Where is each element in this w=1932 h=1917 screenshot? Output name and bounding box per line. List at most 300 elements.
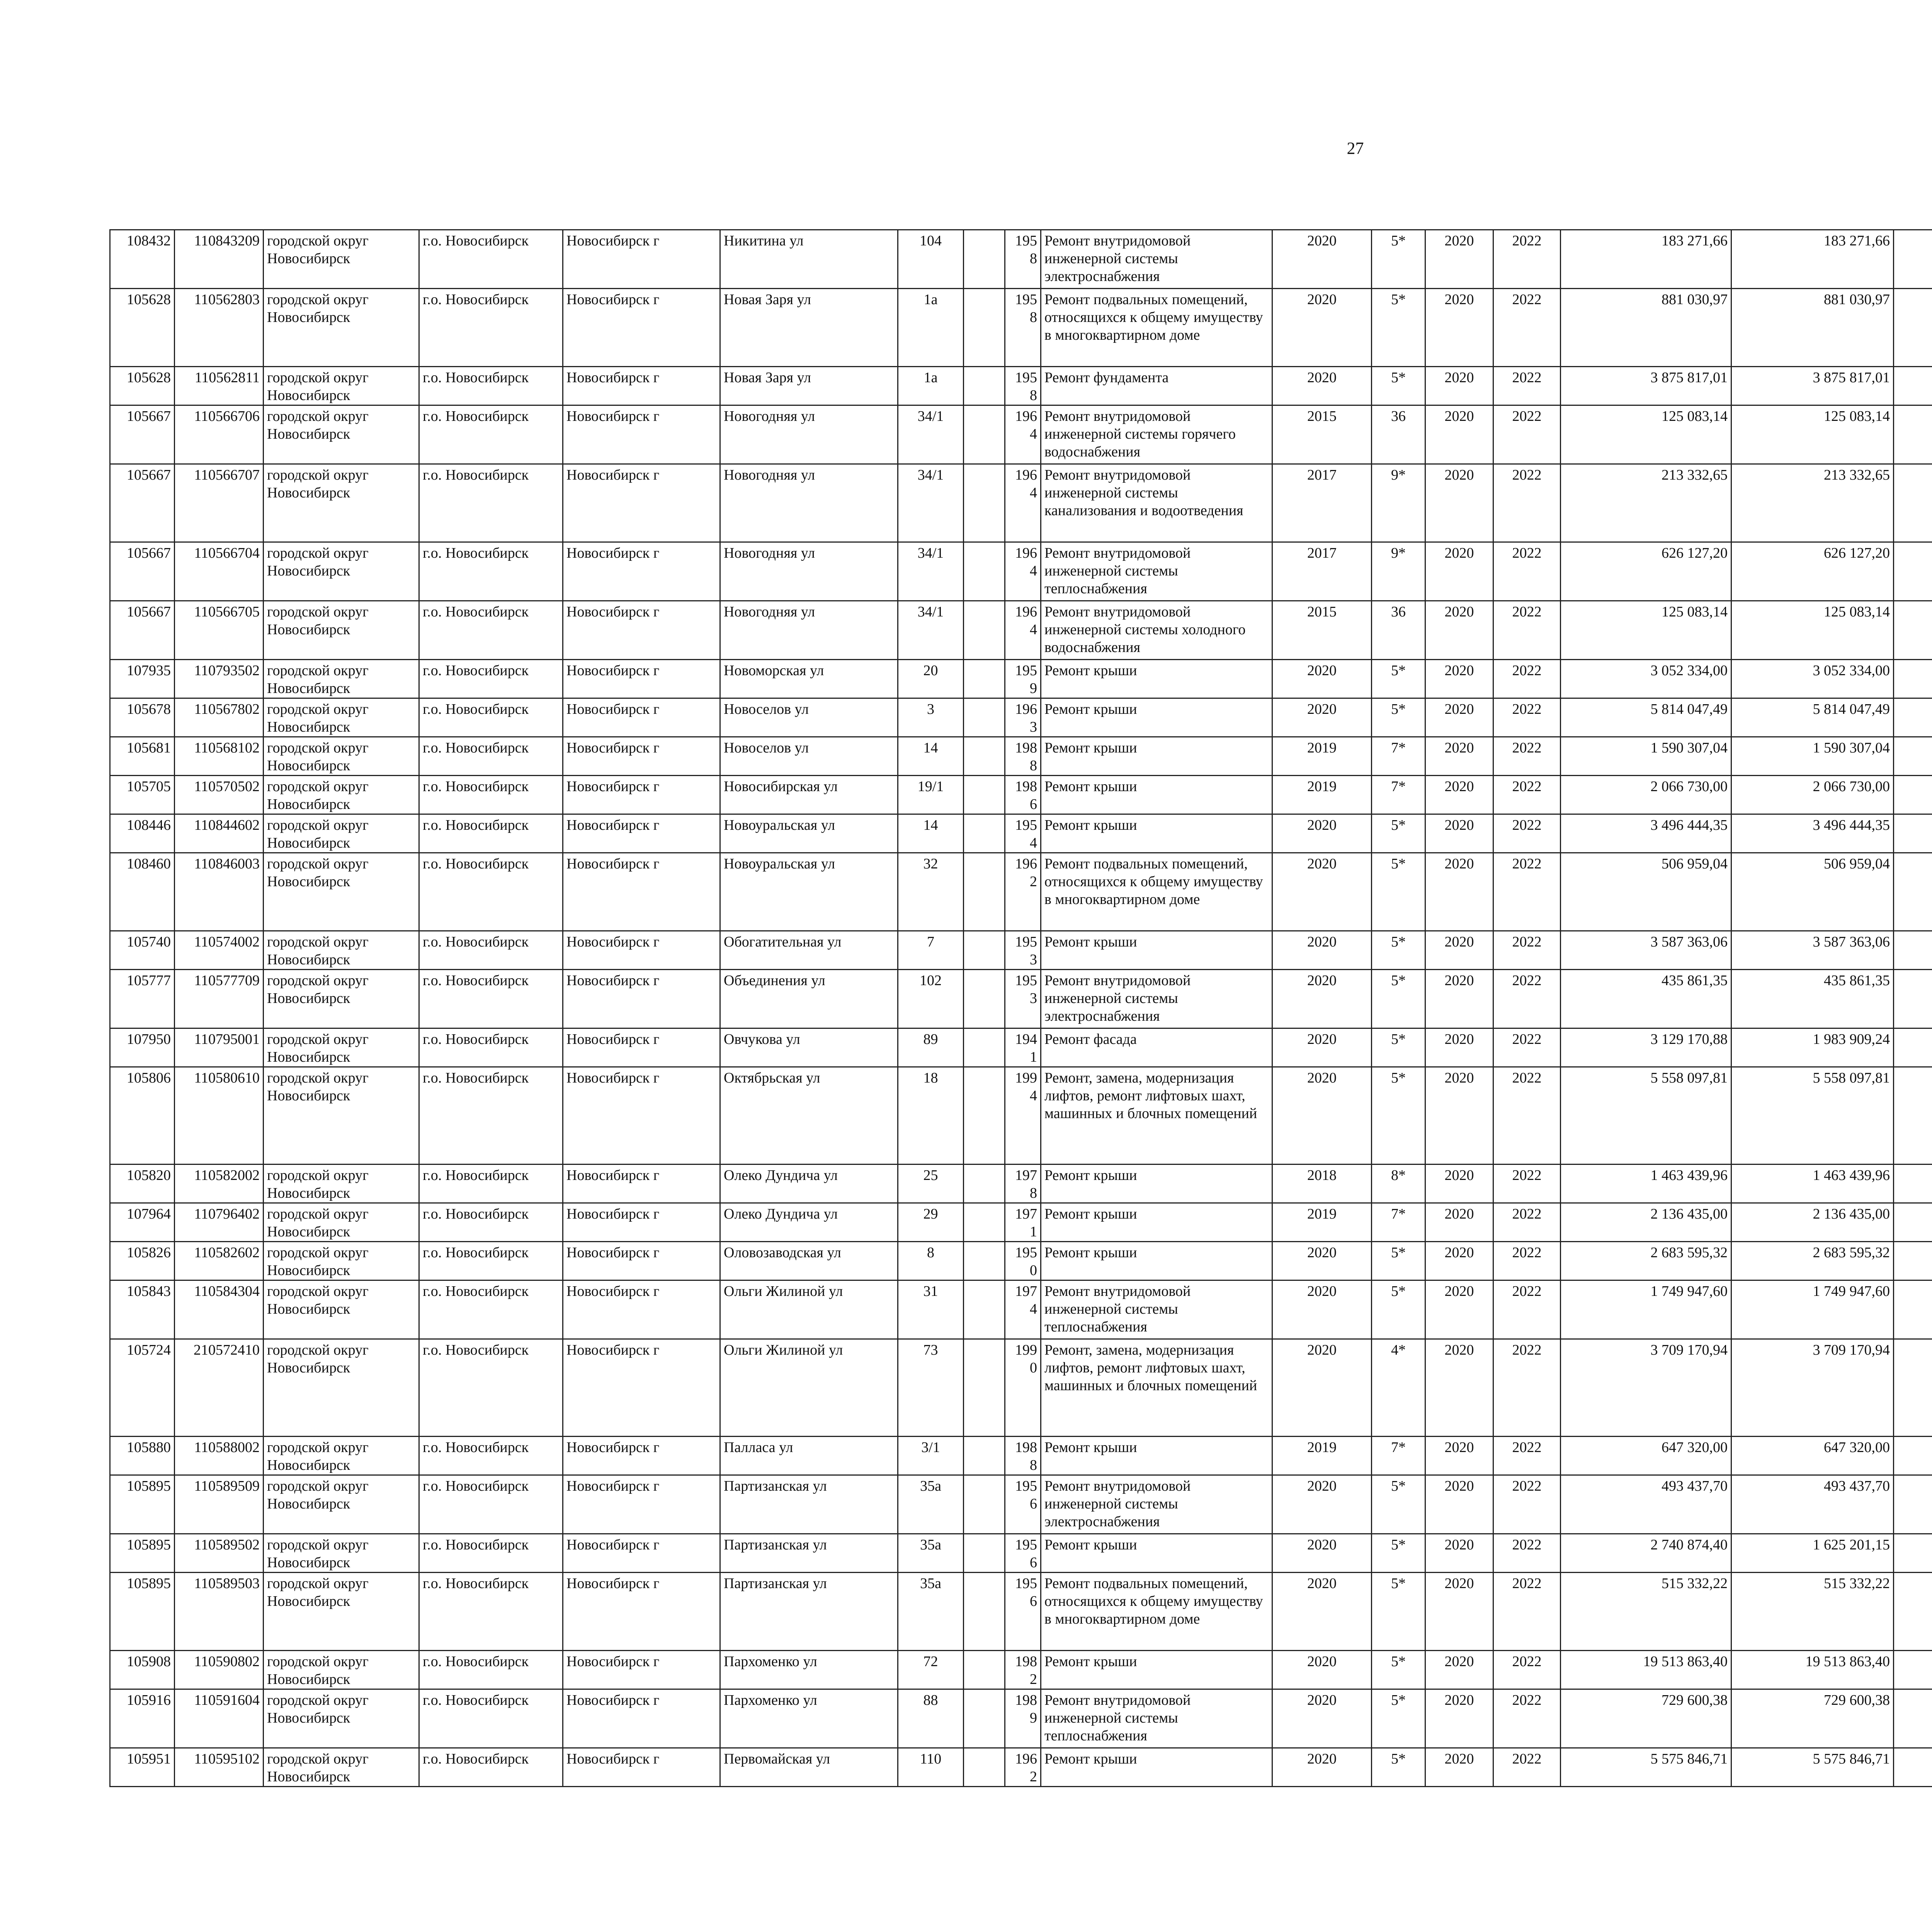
cell-city: Новосибирск г [563,1203,720,1242]
cell-total-cost: 125 083,14 [1561,405,1731,464]
cell-house-number: 29 [898,1203,964,1242]
cell-period: 5* [1372,367,1425,405]
table-row [110,1165,1932,1203]
cell-year-built: 1974 [1005,1280,1041,1339]
cell-city: Новосибирск г [563,1748,720,1787]
cell-house-id: 105740 [110,931,175,970]
cell-federal-funds [1894,1203,1932,1242]
cell-district: г.о. Новосибирск [419,367,563,405]
cell-municipality: городской округ Новосибирск [264,970,419,1028]
cell-plan-year: 2020 [1272,1689,1372,1748]
cell-record-id: 110580610 [175,1067,264,1165]
cell-building [964,970,1005,1028]
cell-house-id: 105880 [110,1437,175,1475]
cell-house-number: 89 [898,1028,964,1067]
cell-city: Новосибирск г [563,931,720,970]
cell-period: 5* [1372,1028,1425,1067]
cell-period: 8* [1372,1165,1425,1203]
cell-house-id: 105895 [110,1573,175,1651]
cell-record-id: 110588002 [175,1437,264,1475]
cell-total-cost: 3 875 817,01 [1561,367,1731,405]
cell-year-built: 1971 [1005,1203,1041,1242]
cell-municipality: городской округ Новосибирск [264,464,419,542]
cell-building [964,601,1005,660]
cell-total-cost: 3 052 334,00 [1561,660,1731,698]
cell-house-id: 105667 [110,542,175,601]
cell-period: 7* [1372,1203,1425,1242]
cell-fund-cost: 5 558 097,81 [1731,1067,1894,1165]
cell-end-year: 2022 [1493,1203,1561,1242]
cell-end-year: 2022 [1493,464,1561,542]
cell-total-cost: 1 463 439,96 [1561,1165,1731,1203]
cell-district: г.о. Новосибирск [419,814,563,853]
cell-total-cost: 3 587 363,06 [1561,931,1731,970]
cell-period: 36 [1372,405,1425,464]
table-row [110,542,1932,601]
cell-city: Новосибирск г [563,814,720,853]
table-row [110,601,1932,660]
cell-fund-cost: 183 271,66 [1731,230,1894,289]
table-row [110,1242,1932,1280]
table-row [110,230,1932,289]
cell-street: Новоуральская ул [720,814,898,853]
cell-work-type: Ремонт внутридомовой инженерной системы электроснабжения [1041,1475,1272,1534]
cell-start-year: 2020 [1425,464,1493,542]
cell-district: г.о. Новосибирск [419,970,563,1028]
cell-street: Ольги Жилиной ул [720,1339,898,1437]
cell-house-number: 3/1 [898,1437,964,1475]
cell-period: 5* [1372,1534,1425,1573]
cell-record-id: 110567802 [175,698,264,737]
cell-work-type: Ремонт крыши [1041,776,1272,814]
cell-municipality: городской округ Новосибирск [264,1748,419,1787]
cell-total-cost: 3 496 444,35 [1561,814,1731,853]
cell-fund-cost: 506 959,04 [1731,853,1894,931]
cell-end-year: 2022 [1493,1689,1561,1748]
cell-house-number: 34/1 [898,601,964,660]
table-row [110,1689,1932,1748]
cell-municipality: городской округ Новосибирск [264,601,419,660]
cell-end-year: 2022 [1493,1475,1561,1534]
cell-year-built: 1990 [1005,1339,1041,1437]
cell-street: Оловозаводская ул [720,1242,898,1280]
cell-street: Партизанская ул [720,1475,898,1534]
cell-city: Новосибирск г [563,1437,720,1475]
cell-record-id: 110589502 [175,1534,264,1573]
cell-building [964,1573,1005,1651]
cell-record-id: 110562803 [175,289,264,367]
table-row [110,814,1932,853]
cell-period: 5* [1372,289,1425,367]
cell-period: 5* [1372,1573,1425,1651]
cell-work-type: Ремонт крыши [1041,1437,1272,1475]
cell-building [964,230,1005,289]
cell-building [964,776,1005,814]
cell-district: г.о. Новосибирск [419,1651,563,1689]
cell-plan-year: 2020 [1272,931,1372,970]
cell-record-id: 110566706 [175,405,264,464]
cell-building [964,1339,1005,1437]
cell-city: Новосибирск г [563,542,720,601]
cell-house-number: 35а [898,1573,964,1651]
cell-plan-year: 2018 [1272,1165,1372,1203]
cell-house-id: 107950 [110,1028,175,1067]
cell-house-number: 1а [898,289,964,367]
cell-fund-cost: 3 052 334,00 [1731,660,1894,698]
cell-work-type: Ремонт внутридомовой инженерной системы канализования и водоотведения [1041,464,1272,542]
cell-municipality: городской округ Новосибирск [264,405,419,464]
cell-end-year: 2022 [1493,1534,1561,1573]
cell-plan-year: 2020 [1272,1475,1372,1534]
cell-year-built: 1988 [1005,737,1041,776]
cell-fund-cost: 881 030,97 [1731,289,1894,367]
cell-fund-cost: 3 587 363,06 [1731,931,1894,970]
cell-year-built: 1958 [1005,289,1041,367]
cell-house-id: 108432 [110,230,175,289]
cell-municipality: городской округ Новосибирск [264,1689,419,1748]
cell-municipality: городской округ Новосибирск [264,1203,419,1242]
cell-work-type: Ремонт внутридомовой инженерной системы горячего водоснабжения [1041,405,1272,464]
cell-total-cost: 125 083,14 [1561,601,1731,660]
cell-start-year: 2020 [1425,1651,1493,1689]
cell-period: 36 [1372,601,1425,660]
cell-federal-funds [1894,698,1932,737]
cell-record-id: 110796402 [175,1203,264,1242]
cell-street: Обогатительная ул [720,931,898,970]
cell-street: Никитина ул [720,230,898,289]
cell-street: Новоселов ул [720,737,898,776]
cell-record-id: 110574002 [175,931,264,970]
cell-federal-funds [1894,230,1932,289]
cell-federal-funds [1894,853,1932,931]
cell-municipality: городской округ Новосибирск [264,931,419,970]
cell-end-year: 2022 [1493,1067,1561,1165]
cell-building [964,931,1005,970]
cell-work-type: Ремонт крыши [1041,1242,1272,1280]
cell-house-number: 32 [898,853,964,931]
cell-district: г.о. Новосибирск [419,1534,563,1573]
cell-street: Новая Заря ул [720,289,898,367]
cell-street: Первомайская ул [720,1748,898,1787]
cell-municipality: городской округ Новосибирск [264,1339,419,1437]
table-row [110,289,1932,367]
cell-total-cost: 647 320,00 [1561,1437,1731,1475]
cell-start-year: 2020 [1425,1067,1493,1165]
cell-period: 5* [1372,230,1425,289]
cell-municipality: городской округ Новосибирск [264,1534,419,1573]
cell-end-year: 2022 [1493,698,1561,737]
cell-total-cost: 5 575 846,71 [1561,1748,1731,1787]
cell-fund-cost: 1 463 439,96 [1731,1165,1894,1203]
table-row [110,1651,1932,1689]
cell-year-built: 1956 [1005,1475,1041,1534]
cell-period: 5* [1372,931,1425,970]
cell-start-year: 2020 [1425,230,1493,289]
cell-end-year: 2022 [1493,776,1561,814]
cell-total-cost: 493 437,70 [1561,1475,1731,1534]
cell-house-number: 3 [898,698,964,737]
cell-federal-funds [1894,1651,1932,1689]
cell-plan-year: 2019 [1272,776,1372,814]
cell-municipality: городской округ Новосибирск [264,1437,419,1475]
cell-total-cost: 2 740 874,40 [1561,1534,1731,1573]
cell-start-year: 2020 [1425,1534,1493,1573]
cell-district: г.о. Новосибирск [419,853,563,931]
cell-fund-cost: 626 127,20 [1731,542,1894,601]
cell-total-cost: 213 332,65 [1561,464,1731,542]
cell-fund-cost: 3 875 817,01 [1731,367,1894,405]
cell-record-id: 110591604 [175,1689,264,1748]
cell-plan-year: 2020 [1272,1028,1372,1067]
cell-period: 9* [1372,464,1425,542]
cell-district: г.о. Новосибирск [419,230,563,289]
cell-period: 5* [1372,1242,1425,1280]
cell-record-id: 110570502 [175,776,264,814]
cell-record-id: 110566704 [175,542,264,601]
cell-house-number: 7 [898,931,964,970]
cell-end-year: 2022 [1493,1165,1561,1203]
cell-house-number: 25 [898,1165,964,1203]
cell-municipality: городской округ Новосибирск [264,542,419,601]
cell-total-cost: 1 590 307,04 [1561,737,1731,776]
cell-city: Новосибирск г [563,1534,720,1573]
cell-end-year: 2022 [1493,289,1561,367]
cell-city: Новосибирск г [563,1339,720,1437]
cell-city: Новосибирск г [563,1689,720,1748]
table-row [110,464,1932,542]
cell-work-type: Ремонт внутридомовой инженерной системы теплоснабжения [1041,542,1272,601]
cell-municipality: городской округ Новосибирск [264,776,419,814]
cell-start-year: 2020 [1425,931,1493,970]
cell-end-year: 2022 [1493,1242,1561,1280]
cell-street: Палласа ул [720,1437,898,1475]
cell-record-id: 110568102 [175,737,264,776]
cell-start-year: 2020 [1425,1573,1493,1651]
cell-federal-funds [1894,1475,1932,1534]
cell-building [964,698,1005,737]
cell-period: 5* [1372,1475,1425,1534]
cell-start-year: 2020 [1425,1437,1493,1475]
cell-municipality: городской округ Новосибирск [264,660,419,698]
cell-federal-funds [1894,1573,1932,1651]
cell-work-type: Ремонт подвальных помещений, относящихся к общему имуществу в многоквартирном доме [1041,853,1272,931]
cell-fund-cost: 19 513 863,40 [1731,1651,1894,1689]
cell-period: 5* [1372,1689,1425,1748]
cell-start-year: 2020 [1425,776,1493,814]
cell-fund-cost: 435 861,35 [1731,970,1894,1028]
cell-district: г.о. Новосибирск [419,601,563,660]
cell-street: Новогодняя ул [720,601,898,660]
cell-district: г.о. Новосибирск [419,931,563,970]
cell-municipality: городской округ Новосибирск [264,1475,419,1534]
cell-total-cost: 626 127,20 [1561,542,1731,601]
cell-total-cost: 515 332,22 [1561,1573,1731,1651]
cell-federal-funds [1894,737,1932,776]
cell-district: г.о. Новосибирск [419,1748,563,1787]
cell-start-year: 2020 [1425,1028,1493,1067]
cell-fund-cost: 5 814 047,49 [1731,698,1894,737]
cell-total-cost: 1 749 947,60 [1561,1280,1731,1339]
cell-house-number: 20 [898,660,964,698]
cell-start-year: 2020 [1425,737,1493,776]
cell-record-id: 110793502 [175,660,264,698]
cell-period: 5* [1372,1067,1425,1165]
cell-record-id: 210572410 [175,1339,264,1437]
cell-federal-funds [1894,970,1932,1028]
cell-district: г.о. Новосибирск [419,1339,563,1437]
table-row [110,367,1932,405]
cell-house-id: 105916 [110,1689,175,1748]
cell-house-number: 14 [898,814,964,853]
cell-house-id: 105908 [110,1651,175,1689]
cell-work-type: Ремонт внутридомовой инженерной системы холодного водоснабжения [1041,601,1272,660]
cell-period: 7* [1372,737,1425,776]
cell-street: Новоселов ул [720,698,898,737]
cell-street: Новогодняя ул [720,542,898,601]
cell-total-cost: 2 683 595,32 [1561,1242,1731,1280]
cell-plan-year: 2020 [1272,289,1372,367]
cell-period: 5* [1372,853,1425,931]
cell-end-year: 2022 [1493,931,1561,970]
cell-year-built: 1959 [1005,660,1041,698]
cell-work-type: Ремонт внутридомовой инженерной системы электроснабжения [1041,970,1272,1028]
cell-house-number: 35а [898,1534,964,1573]
cell-work-type: Ремонт крыши [1041,1203,1272,1242]
cell-municipality: городской округ Новосибирск [264,814,419,853]
cell-street: Олеко Дундича ул [720,1165,898,1203]
cell-plan-year: 2020 [1272,1573,1372,1651]
cell-house-number: 104 [898,230,964,289]
cell-year-built: 1953 [1005,970,1041,1028]
cell-city: Новосибирск г [563,464,720,542]
cell-start-year: 2020 [1425,542,1493,601]
cell-total-cost: 881 030,97 [1561,289,1731,367]
cell-end-year: 2022 [1493,660,1561,698]
cell-start-year: 2020 [1425,1242,1493,1280]
cell-plan-year: 2020 [1272,1280,1372,1339]
cell-district: г.о. Новосибирск [419,464,563,542]
cell-district: г.о. Новосибирск [419,289,563,367]
cell-house-id: 105667 [110,464,175,542]
cell-end-year: 2022 [1493,1028,1561,1067]
cell-district: г.о. Новосибирск [419,1689,563,1748]
cell-record-id: 110562811 [175,367,264,405]
cell-federal-funds [1894,601,1932,660]
cell-federal-funds [1894,289,1932,367]
cell-work-type: Ремонт крыши [1041,660,1272,698]
cell-house-id: 108446 [110,814,175,853]
cell-house-number: 31 [898,1280,964,1339]
cell-period: 5* [1372,814,1425,853]
cell-fund-cost: 2 136 435,00 [1731,1203,1894,1242]
cell-federal-funds [1894,660,1932,698]
cell-municipality: городской округ Новосибирск [264,737,419,776]
cell-work-type: Ремонт подвальных помещений, относящихся к общему имуществу в многоквартирном доме [1041,289,1272,367]
cell-house-id: 105678 [110,698,175,737]
cell-record-id: 110589503 [175,1573,264,1651]
cell-end-year: 2022 [1493,1339,1561,1437]
cell-fund-cost: 515 332,22 [1731,1573,1894,1651]
cell-house-number: 18 [898,1067,964,1165]
cell-district: г.о. Новосибирск [419,1028,563,1067]
table-row [110,1748,1932,1787]
cell-year-built: 1962 [1005,853,1041,931]
cell-federal-funds [1894,1028,1932,1067]
cell-city: Новосибирск г [563,1165,720,1203]
cell-year-built: 1964 [1005,464,1041,542]
cell-house-id: 105667 [110,405,175,464]
cell-work-type: Ремонт крыши [1041,1534,1272,1573]
cell-fund-cost: 1 983 909,24 [1731,1028,1894,1067]
cell-city: Новосибирск г [563,853,720,931]
cell-plan-year: 2020 [1272,1067,1372,1165]
cell-city: Новосибирск г [563,1242,720,1280]
cell-plan-year: 2017 [1272,542,1372,601]
cell-city: Новосибирск г [563,405,720,464]
cell-total-cost: 2 136 435,00 [1561,1203,1731,1242]
cell-house-number: 14 [898,737,964,776]
cell-city: Новосибирск г [563,737,720,776]
cell-record-id: 110577709 [175,970,264,1028]
cell-city: Новосибирск г [563,289,720,367]
cell-district: г.о. Новосибирск [419,405,563,464]
cell-district: г.о. Новосибирск [419,542,563,601]
cell-building [964,1689,1005,1748]
cell-total-cost: 729 600,38 [1561,1689,1731,1748]
cell-record-id: 110566705 [175,601,264,660]
cell-start-year: 2020 [1425,405,1493,464]
cell-year-built: 1982 [1005,1651,1041,1689]
cell-plan-year: 2020 [1272,660,1372,698]
cell-building [964,1242,1005,1280]
page-number: 27 [1347,139,1364,158]
cell-plan-year: 2020 [1272,1748,1372,1787]
table-row [110,1573,1932,1651]
cell-work-type: Ремонт подвальных помещений, относящихся к общему имуществу в многоквартирном доме [1041,1573,1272,1651]
cell-district: г.о. Новосибирск [419,1573,563,1651]
cell-street: Новогодняя ул [720,464,898,542]
cell-total-cost: 3 129 170,88 [1561,1028,1731,1067]
cell-street: Партизанская ул [720,1534,898,1573]
cell-fund-cost: 493 437,70 [1731,1475,1894,1534]
cell-building [964,1437,1005,1475]
cell-house-number: 34/1 [898,542,964,601]
cell-record-id: 110589509 [175,1475,264,1534]
cell-fund-cost: 125 083,14 [1731,405,1894,464]
cell-federal-funds [1894,1748,1932,1787]
cell-year-built: 1963 [1005,698,1041,737]
cell-municipality: городской округ Новосибирск [264,1165,419,1203]
cell-total-cost: 506 959,04 [1561,853,1731,931]
cell-end-year: 2022 [1493,542,1561,601]
cell-start-year: 2020 [1425,970,1493,1028]
cell-city: Новосибирск г [563,230,720,289]
cell-plan-year: 2015 [1272,601,1372,660]
cell-year-built: 1989 [1005,1689,1041,1748]
cell-district: г.о. Новосибирск [419,1067,563,1165]
cell-year-built: 1941 [1005,1028,1041,1067]
cell-period: 7* [1372,776,1425,814]
cell-fund-cost: 213 332,65 [1731,464,1894,542]
cell-district: г.о. Новосибирск [419,1475,563,1534]
cell-municipality: городской округ Новосибирск [264,1028,419,1067]
cell-work-type: Ремонт крыши [1041,814,1272,853]
cell-municipality: городской округ Новосибирск [264,1651,419,1689]
cell-federal-funds [1894,1067,1932,1165]
cell-year-built: 1964 [1005,542,1041,601]
cell-federal-funds [1894,1437,1932,1475]
cell-house-number: 72 [898,1651,964,1689]
